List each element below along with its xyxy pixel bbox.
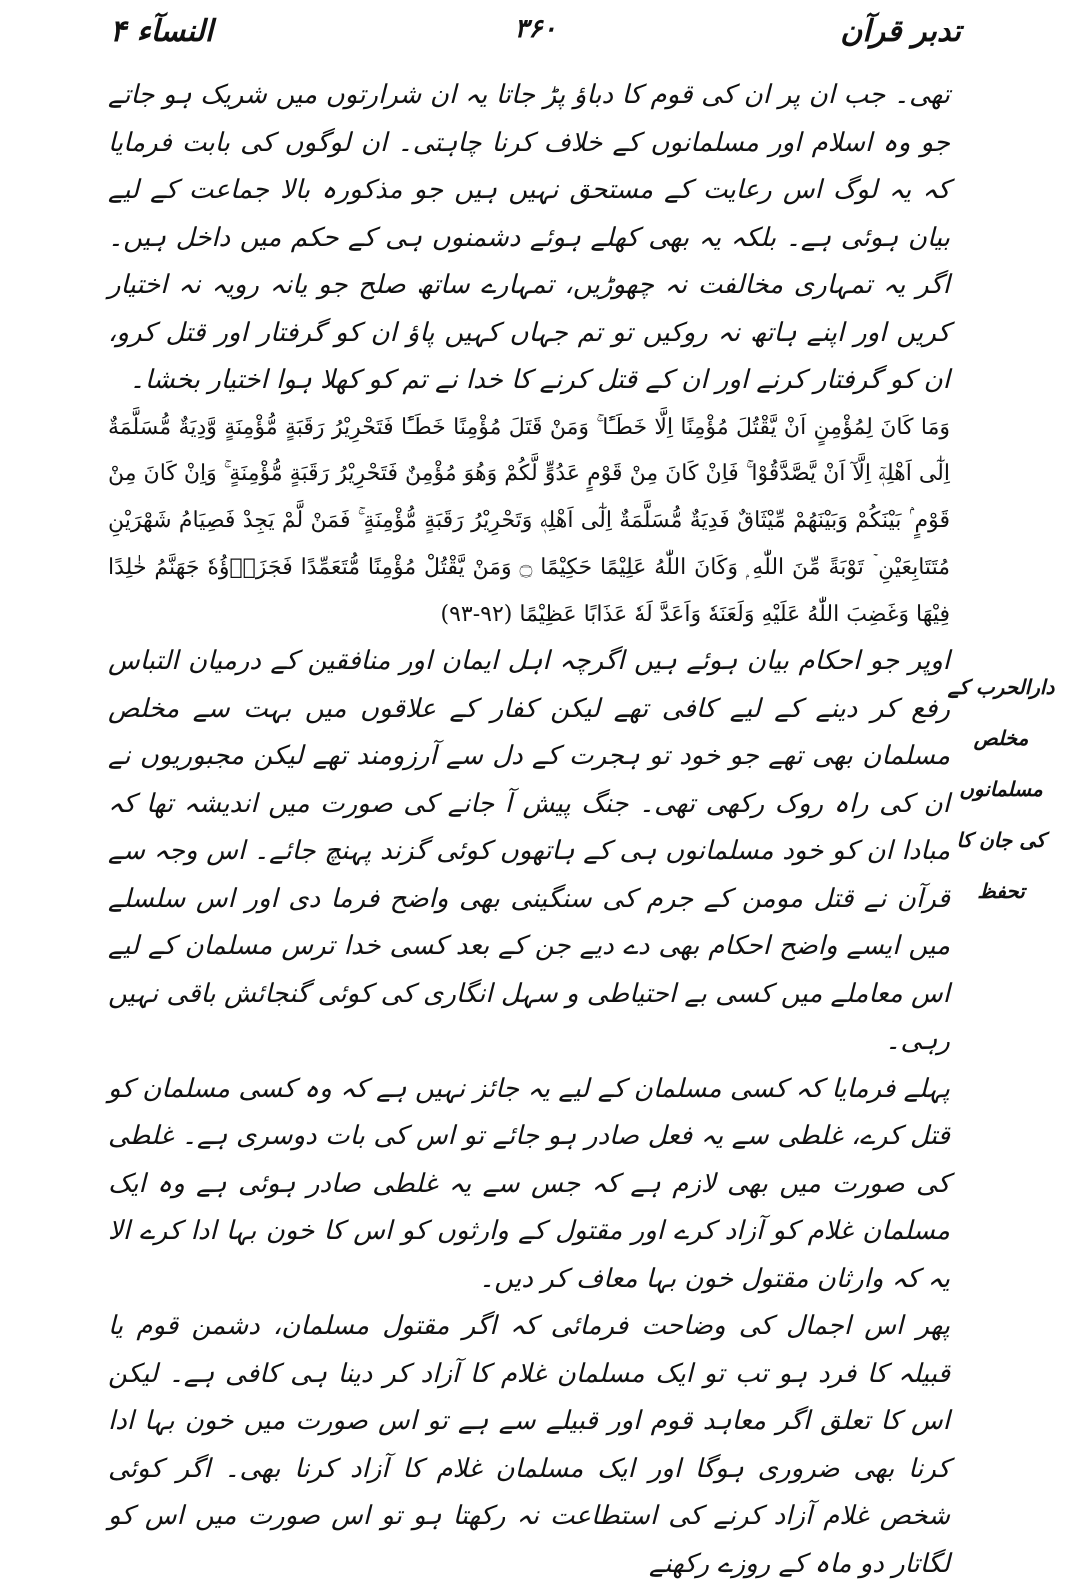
page-number: ۳۶۰ <box>514 14 557 44</box>
quran-verse: وَمَا كَانَ لِمُؤْمِنٍ اَنْ يَّقْتُلَ مُؤْمِنًا اِلَّا خَطَـًٔا ۚ وَمَنْ قَتَلَ مُؤْمِنًا خَطَـًٔا فَتَحْرِيْرُ رَقَبَةٍ مُّؤْمِنَةٍ وَّدِيَةٌ مُّسَلَّمَةٌ اِلٰٓى اَهْلِهٖٓ اِلَّآ اَنْ يَّصَّدَّقُوْا ۚ فَاِنْ كَانَ مِنْ قَوْمٍ عَدُوٍّ لَّكُمْ وَهُوَ مُؤْمِنٌ فَتَحْرِيْرُ رَقَبَةٍ مُّؤْمِنَةٍ ۚ وَاِنْ كَانَ مِنْ قَوْمٍ ۢ بَيْنَكُمْ وَبَيْنَهُمْ مِّيْثَاقٌ فَدِيَةٌ مُّسَلَّمَةٌ اِلٰٓى اَهْلِهٖ وَتَحْرِيْرُ رَقَبَةٍ مُّؤْمِنَةٍ ۚ فَمَنْ لَّمْ يَجِدْ فَصِيَامُ شَهْرَيْنِ مُتَتَابِعَيْنِ ۡ تَوْبَةً مِّنَ اللّٰهِ ۭ وَكَانَ اللّٰهُ عَلِيْمًا حَكِيْمًا ۝ وَمَنْ يَّقْتُلْ مُؤْمِنًا مُّتَعَمِّدًا فَجَزَاۗؤُهٗ جَهَنَّمُ خٰلِدًا فِيْهَا وَغَضِبَ اللّٰهُ عَلَيْهِ وَلَعَنَهٗ وَاَعَدَّ لَهٗ عَذَابًا عَظِيْمًا (۹۲-۹۳) <box>108 414 950 627</box>
margin-note-line: دارالحرب کے <box>947 675 1055 699</box>
page-body <box>108 72 950 1588</box>
page-header <box>110 14 961 60</box>
paragraph-explanation: اوپر جو احکام بیان ہوئے ہیں اگرچہ اہل ایمان اور منافقین کے درمیان التباس رفع کر دینے کے لیے کافی تھے لیکن کفار کے علاقوں میں بہت سے مخلص مسلمان بھی تھے جو خود تو ہجرت کے دل سے آرزومند تھے لیکن مجبوریوں نے ان کی راہ روک رکھی تھی۔ جنگ پیش آ جانے کی صورت میں اندیشہ تھا کہ مبادا ان کو خود مسلمانوں ہی کے ہاتھوں کوئی گزند پہنچ جائے۔ اس وجہ سے قرآن نے قتل مومن کے جرم کی سنگینی بھی واضح فرما دی اور اس سلسلے میں ایسے واضح احکام بھی دے دیے جن کے بعد کسی خدا ترس مسلمان کے لیے اس معاملے میں کسی بے احتیاطی و سہل انگاری کی کوئی گنجائش باقی نہیں رہی۔ <box>108 646 950 1057</box>
surah-title: النسآء ۴ <box>110 14 214 49</box>
margin-note <box>947 662 1055 917</box>
margin-note-line: کی جان کا <box>956 828 1046 852</box>
margin-note-line: مخلص مسلمانوں <box>959 726 1043 801</box>
margin-note-line: تحفظ <box>977 879 1025 903</box>
paragraph-elaboration: پھر اس اجمال کی وضاحت فرمائی کہ اگر مقتول مسلمان، دشمن قوم یا قبیلہ کا فرد ہو تب تو ایک مسلمان غلام کا آزاد کر دینا ہی کافی ہے۔ لیکن اس کا تعلق اگر معاہد قوم اور قبیلے سے ہے تو اس صورت میں خون بہا ادا کرنا بھی ضروری ہوگا اور ایک مسلمان غلام کا آزاد کرنا بھی۔ اگر کوئی شخص غلام آزاد کرنے کی استطاعت نہ رکھتا ہو تو اس صورت میں اس کو لگاتار دو ماہ کے روزے رکھنے <box>108 1311 950 1579</box>
paragraph-ruling: پہلے فرمایا کہ کسی مسلمان کے لیے یہ جائز نہیں ہے کہ وہ کسی مسلمان کو قتل کرے، غلطی سے یہ فعل صادر ہو جائے تو اس کی بات دوسری ہے۔ غلطی کی صورت میں بھی لازم ہے کہ جس سے یہ غلطی صادر ہوئی ہے وہ ایک مسلمان غلام کو آزاد کرے اور مقتول کے وارثوں کو اس کا خون بہا ادا کرے الا یہ کہ وارثان مقتول خون بہا معاف کر دیں۔ <box>108 1073 950 1294</box>
paragraph-intro: تھی۔ جب ان پر ان کی قوم کا دباؤ پڑ جاتا یہ ان شرارتوں میں شریک ہو جاتے جو وہ اسلام اور مسلمانوں کے خلاف کرنا چاہتی۔ ان لوگوں کی بابت فرمایا کہ یہ لوگ اس رعایت کے مستحق نہیں ہیں جو مذکورہ بالا جماعت کے لیے بیان ہوئی ہے۔ بلکہ یہ بھی کھلے ہوئے دشمنوں ہی کے حکم میں داخل ہیں۔ اگر یہ تمہاری مخالفت نہ چھوڑیں، تمہارے ساتھ صلح جو یانہ رویہ نہ اختیار کریں اور اپنے ہاتھ نہ روکیں تو تم جہاں کہیں پاؤ ان کو گرفتار اور قتل کرو، ان کو گرفتار کرنے اور ان کے قتل کرنے کا خدا نے تم کو کھلا ہوا اختیار بخشا۔ <box>108 80 950 395</box>
book-title: تدبر قرآن <box>840 14 961 49</box>
